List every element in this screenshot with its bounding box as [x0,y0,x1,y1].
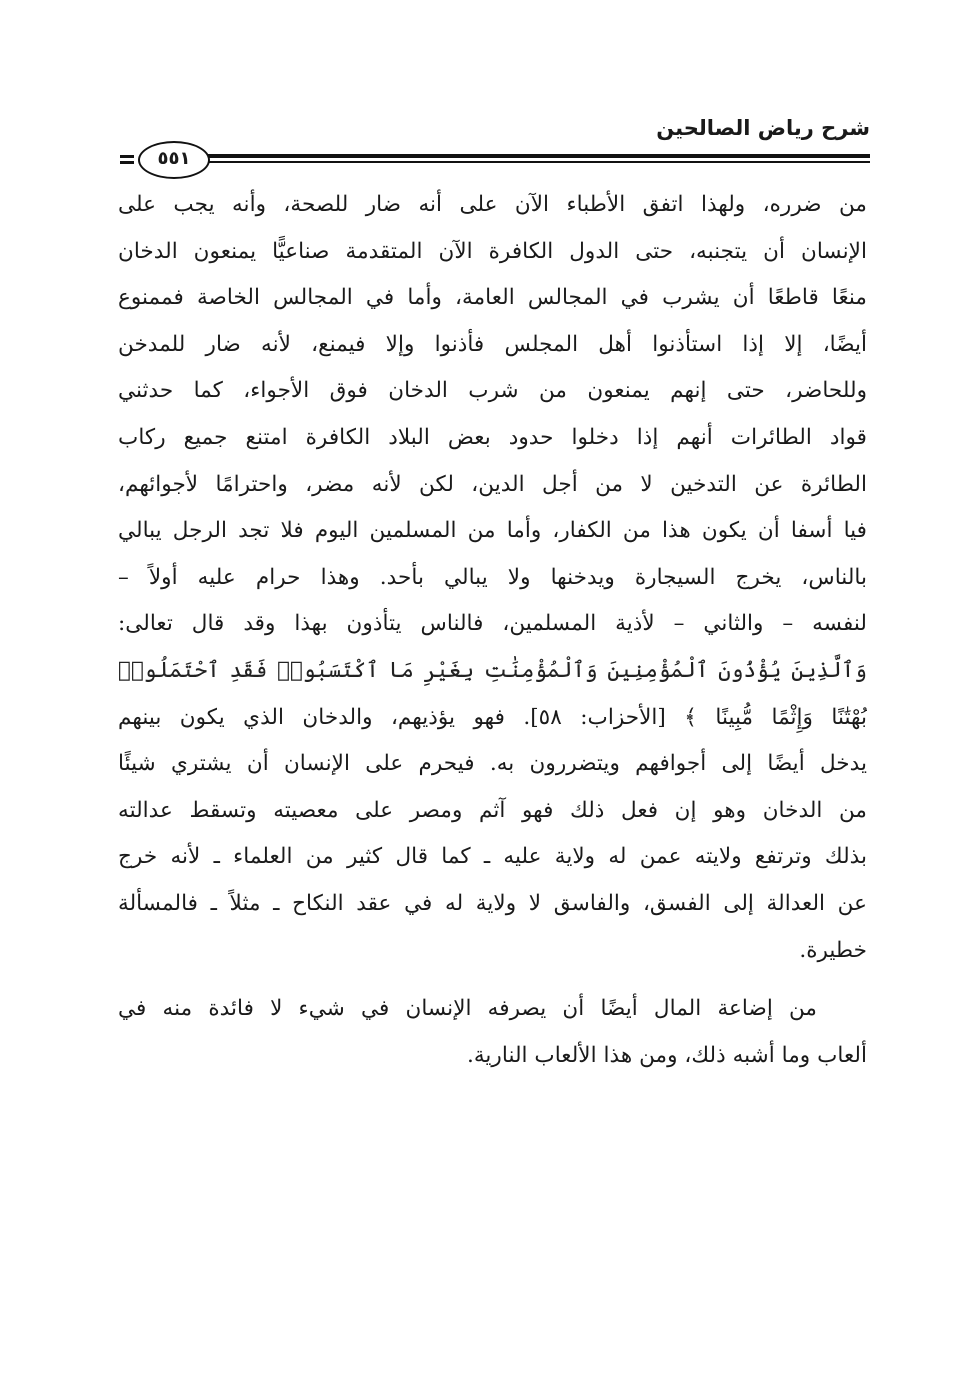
text-line: وللحاضر، حتى إنهم يمنعون من شرب الدخان فوق الأجواء، كما حدثني [118,378,867,404]
text-line: من الدخان وهو إن فعل ذلك فهو آثم ومصر على معصيته وتسقط عدالته [118,797,867,823]
header-rule-thick [208,154,870,158]
book-title: شرح رياض الصالحين [656,116,870,140]
text-line: أيضًا، إلا إذا استأذنوا أهل المجلس فأذنوا وإلا فيمنع، لأنه ضار للمدخن [118,331,867,357]
page-body [118,182,867,1079]
text-line: من إضاعة المال أيضًا أن يصرفه الإنسان في شيء لا فائدة منه في [118,996,817,1022]
text-line: ألعاب وما أشبه ذلك، ومن هذا الألعاب النارية. [466,1042,867,1068]
text-line: فيا أسفا أن يكون هذا من الكفار، وأما من المسلمين اليوم فلا تجد الرجل يبالي [118,518,867,544]
header-rule-thin [208,161,870,163]
text-line: عن العدالة إلى الفسق، والفاسق لا ولاية له في عقد النكاح ـ مثلاً ـ فالمسألة [118,890,867,916]
text-line: بالناس، يخرج السيجارة ويدخنها ولا يبالي بأحد. وهذا حرام عليه أولاً – [118,564,867,590]
paragraph-gap [118,974,867,986]
text-line: بُهْتَٰنًا وَإِثْمًا مُّبِينًا ﴾ [الأحزاب: ٥٨]. فهو يؤذيهم، والدخان الذي يكون بينهم [118,704,867,730]
text-line: الطائرة عن التدخين لا من أجل الدين، لكن لأنه مضر، واحترامًا لأجوائهم، [118,471,867,497]
header-rule-tick [120,161,134,164]
text-line: خطيرة. [799,937,867,963]
text-line: قواد الطائرات أنهم إذا دخلوا حدود بعض البلاد الكافرة امتنع جميع ركاب [118,424,867,450]
text-line: من ضرره، ولهذا اتفق الأطباء الآن على أنه ضار للصحة، وأنه يجب على [118,192,867,217]
text-line: لنفسه – والثاني – لأذية المسلمين، فالناس يتأذون بهذا وقد قال تعالى: [118,611,867,637]
text-line: منعًا قاطعًا أن يشرب في المجالس العامة، وأما في المجالس الخاصة فممنوع [118,285,867,311]
paragraph-2 [118,986,867,1079]
text-line: يدخل أيضًا إلى أجوافهم ويتضررون به. فيحرم على الإنسان أن يشتري شيئًا [118,751,867,777]
quran-verse-line: وَٱلَّذِينَ يُؤْذُونَ ٱلْمُؤْمِنِينَ وَٱلْمُؤْمِنَٰتِ بِغَيْرِ مَا ٱكْتَسَبُوا۟ فَقَدِ ٱحْتَمَلُوا۟ [118,657,867,683]
header-rule-tick [120,155,134,158]
text-line: بذلك وترتفع ولايته عمن له ولاية عليه ـ كما قال كثير من العلماء ـ لأنه خرج [118,844,867,870]
text-line: الإنسان أن يتجنبه، حتى الدول الكافرة الآن المتقدمة صناعيًّا يمنعون الدخان [118,238,867,264]
paragraph-1 [118,182,867,974]
page-header [120,108,870,178]
page-number: ٥٥١ [138,141,210,179]
